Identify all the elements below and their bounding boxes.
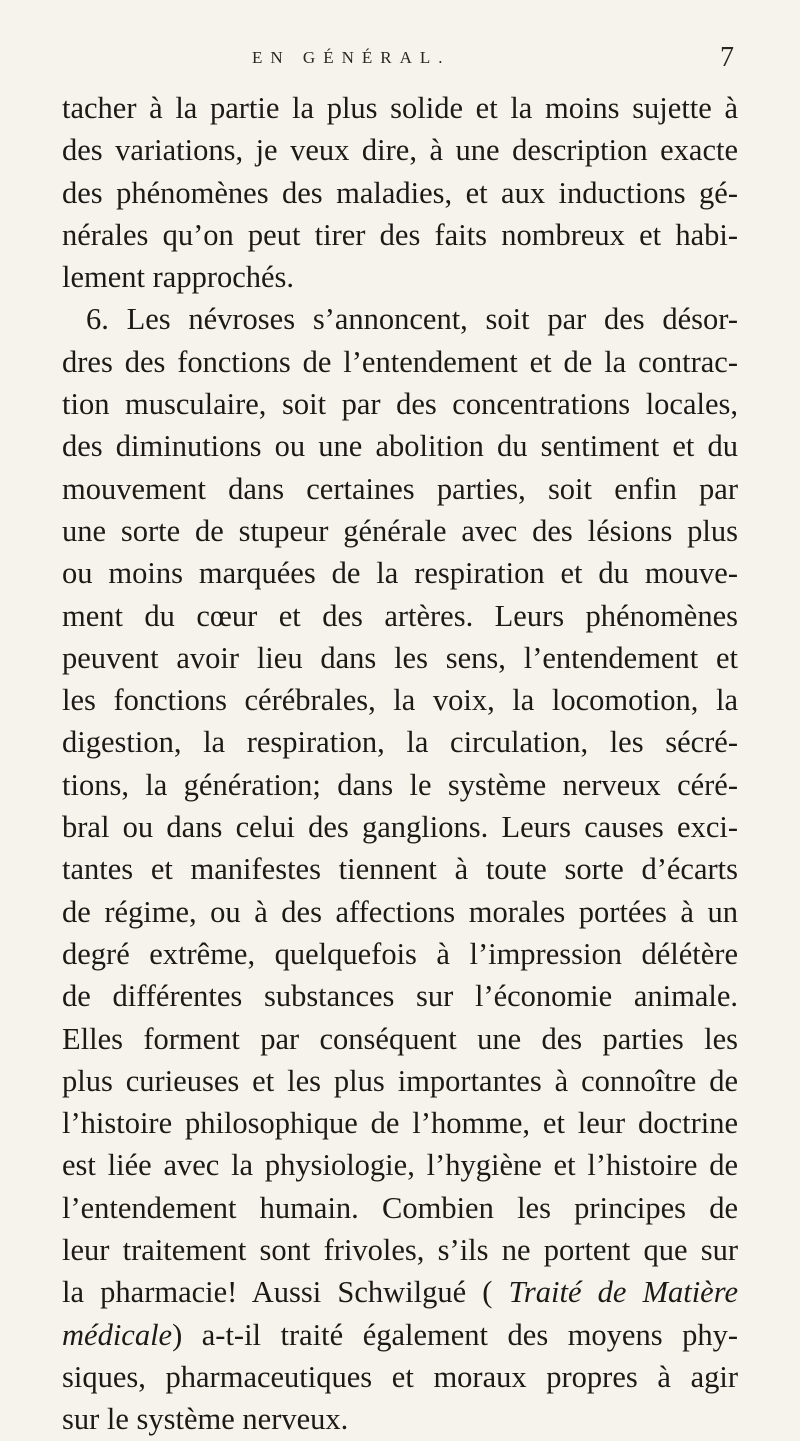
text-line: tion musculaire, soit par des concentrations locales, xyxy=(62,387,738,422)
page-number: 7 xyxy=(720,42,734,73)
text-line: nérales qu’on peut tirer des faits nombreux et habi- xyxy=(62,217,738,252)
text-line: dres des fonctions de l’entendement et de la contrac- xyxy=(62,344,738,379)
text-line: des variations, je veux dire, à une description exacte xyxy=(62,133,738,168)
text-line: bral ou dans celui des ganglions. Leurs causes exci- xyxy=(62,810,738,845)
text-line: de régime, ou à des affections morales portées à un xyxy=(62,894,738,929)
text-line: peuvent avoir lieu dans les sens, l’entendement et xyxy=(62,640,738,675)
text-line: l’histoire philosophique de l’homme, et leur doctrine xyxy=(62,1106,738,1141)
text-line: Elles forment par conséquent une des parties les xyxy=(62,1021,738,1056)
citation-title-cont: médicale xyxy=(62,1317,173,1352)
text-line: degré extrême, quelquefois à l’impression délétère xyxy=(62,936,738,971)
text-fragment: ) a-t-il traité également des moyens phy- xyxy=(172,1317,738,1352)
text-line: 6. Les névroses s’annoncent, soit par des désor- xyxy=(86,302,738,337)
body-text xyxy=(62,87,738,1441)
text-line: des phénomènes des maladies, et aux inductions gé- xyxy=(62,175,738,210)
text-line: plus curieuses et les plus importantes à connoître de xyxy=(62,1063,738,1098)
text-line: de différentes substances sur l’économie animale. xyxy=(62,979,738,1014)
text-line: tacher à la partie la plus solide et la moins sujette à xyxy=(62,91,738,125)
text-line: sur le système nerveux. xyxy=(62,1402,349,1437)
text-line: tantes et manifestes tiennent à toute sorte d’écarts xyxy=(62,852,738,887)
text-line: les fonctions cérébrales, la voix, la locomotion, la xyxy=(62,683,738,718)
running-head-title: EN GÉNÉRAL. xyxy=(252,48,451,67)
text-line: digestion, la respiration, la circulation, les sécré- xyxy=(62,725,738,760)
text-line: l’entendement humain. Combien les principes de xyxy=(62,1190,738,1225)
text-line: une sorte de stupeur générale avec des lésions plus xyxy=(62,513,738,548)
text-fragment: la pharmacie! Aussi Schwilgué ( xyxy=(62,1275,493,1310)
text-line-with-citation xyxy=(62,1314,738,1356)
running-head xyxy=(0,42,800,72)
text-line: lement rapprochés. xyxy=(62,260,295,295)
text-line: leur traitement sont frivoles, s’ils ne portent que sur xyxy=(62,1233,738,1268)
text-line: siques, pharmaceutiques et moraux propres à agir xyxy=(62,1359,738,1394)
text-line-with-citation xyxy=(62,1271,738,1313)
text-line: tions, la génération; dans le système nerveux céré- xyxy=(62,767,738,802)
text-line: des diminutions ou une abolition du sentiment et du xyxy=(62,429,738,464)
text-line: mouvement dans certaines parties, soit enfin par xyxy=(62,471,738,506)
text-line: ou moins marquées de la respiration et du mouve- xyxy=(62,556,738,591)
text-line: ment du cœur et des artères. Leurs phénomènes xyxy=(62,598,738,633)
text-line: est liée avec la physiologie, l’hygiène et l’histoire de xyxy=(62,1148,738,1183)
citation-title: Traité de Matière xyxy=(508,1275,738,1310)
